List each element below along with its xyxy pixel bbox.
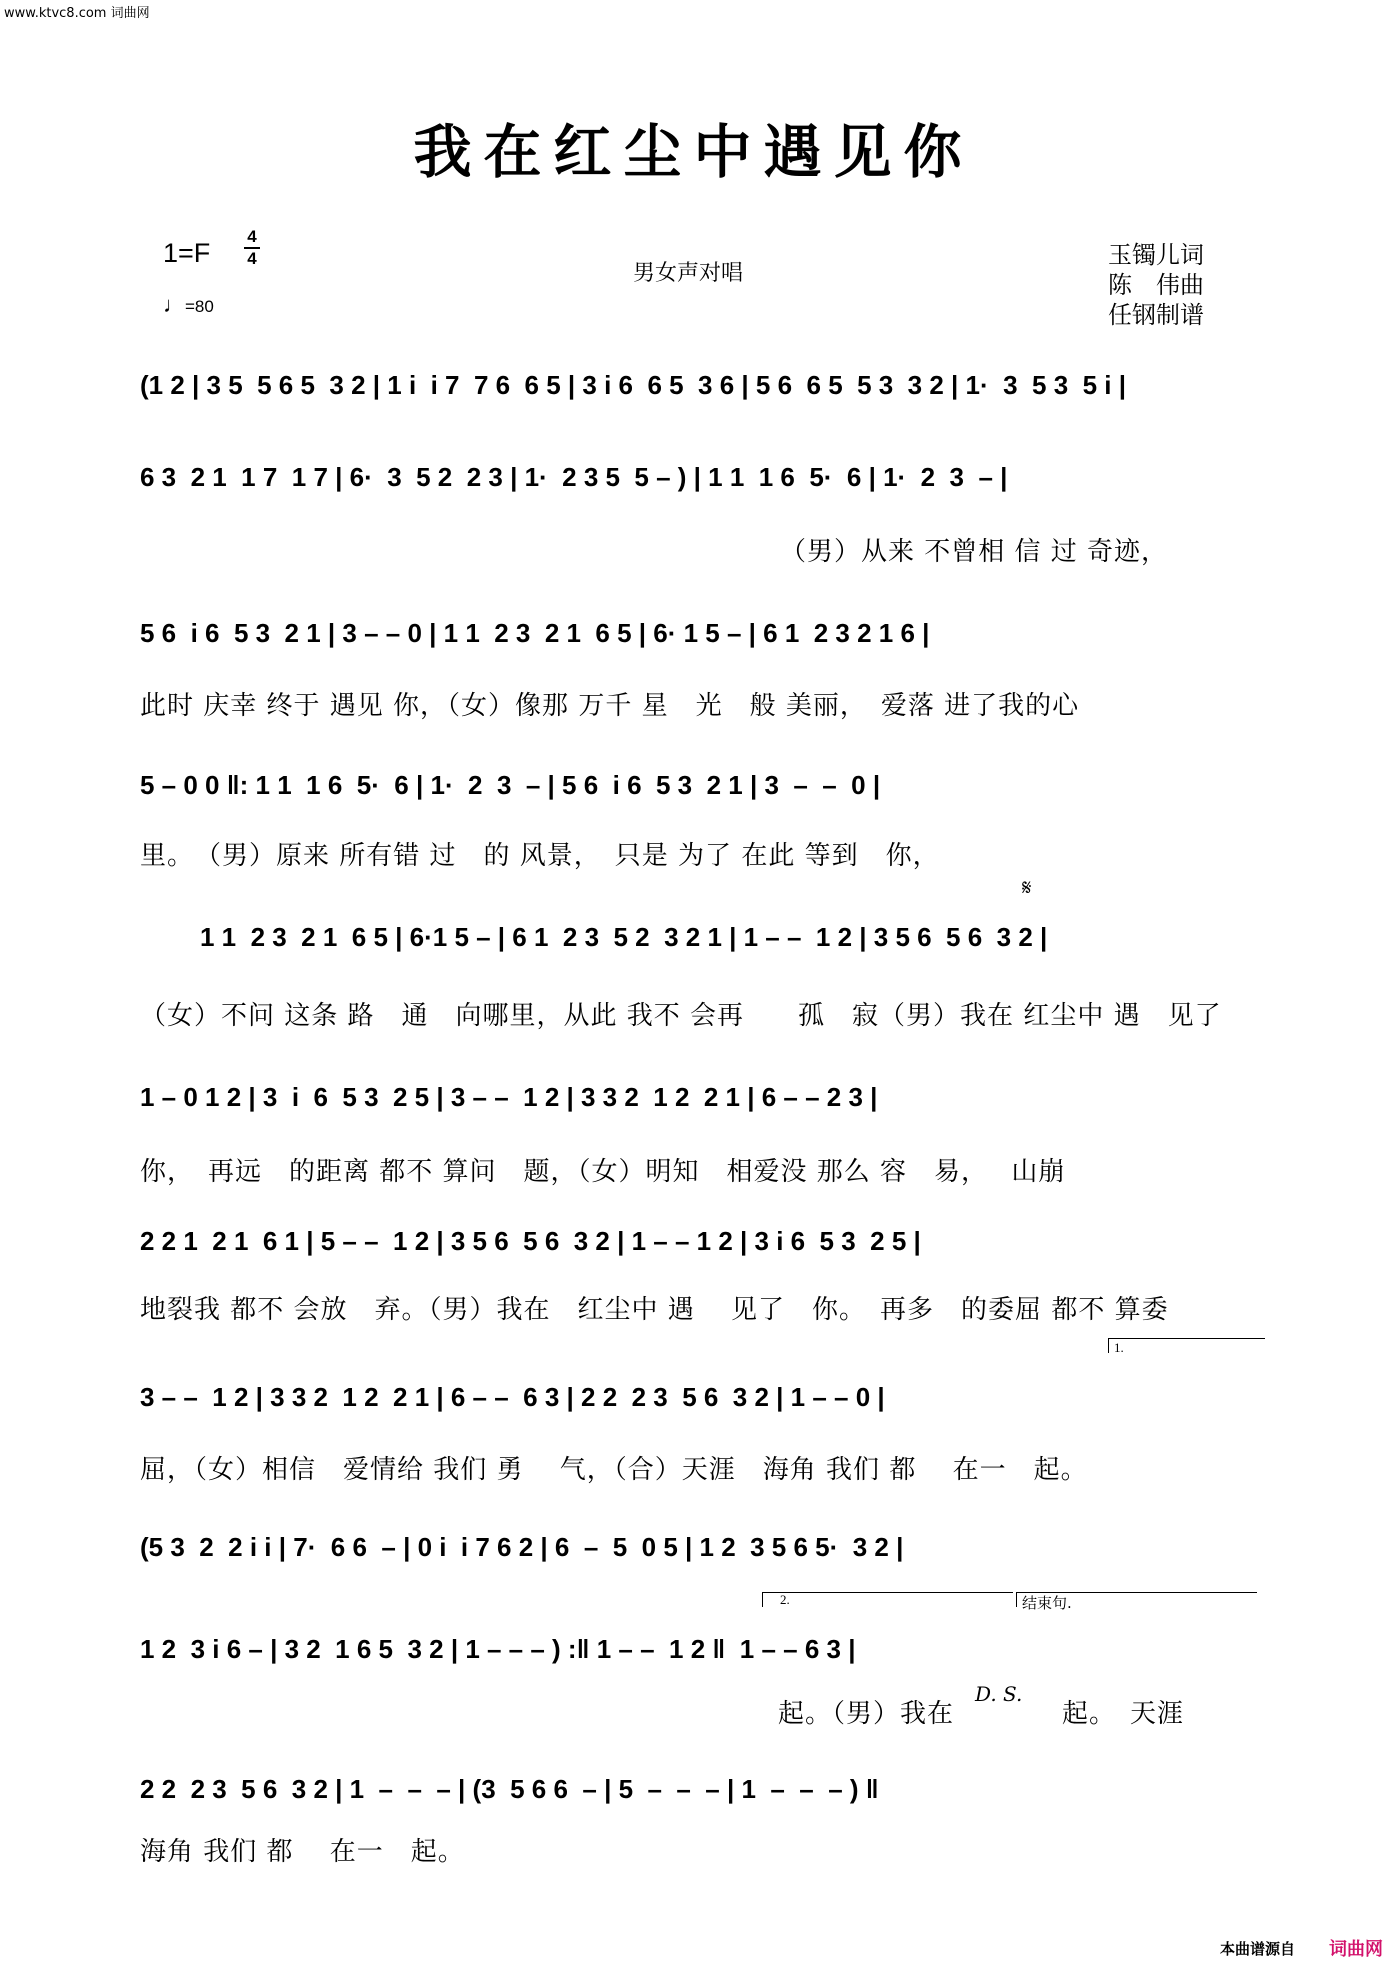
lyric-row-3: 里。 （男）原来 所有错 过 的 风景， 只是 为了 在此 等到 你， (140, 841, 940, 871)
music-row-2: 6 3 2 1 1 7 1 7 | 6· 3 5 2 2 3 | 1· 2 3 5 5 – ) | 1 1 1 6 5· 6 | 1· 2 3 – | (140, 462, 1008, 492)
music-row-11: 2 2 2 3 5 6 3 2 | 1 – – – | (3 5 6 6 – | 5 – – – | 1 – – – ) ‖ (140, 1774, 879, 1804)
lyric-row-5: 你， 再远 的距离 都不 算问 题，（女）明知 相爱没 那么 容 易， 山崩 (140, 1157, 1066, 1187)
music-row-3: 5 6 i 6 5 3 2 1 | 3 – – 0 | 1 1 2 3 2 1 6 5 | 6· 1 5 – | 6 1 2 3 2 1 6 | (140, 618, 930, 648)
music-row-8: 3 – – 1 2 | 3 3 2 1 2 2 1 | 6 – – 6 3 | 2 2 2 3 5 6 3 2 | 1 – – 0 | (140, 1382, 885, 1412)
music-row-7: 2 2 1 2 1 6 1 | 5 – – 1 2 | 3 5 6 5 6 3 2 | 1 – – 1 2 | 3 i 6 5 3 2 5 | (140, 1226, 921, 1256)
music-row-4: 5 – 0 0 ‖: 1 1 1 6 5· 6 | 1· 2 3 – | 5 6 i 6 5 3 2 1 | 3 – – 0 | (140, 770, 881, 800)
volta-2-label: 2. (780, 1592, 790, 1607)
song-title: 我在红尘中遇见你 (413, 118, 974, 186)
volta-1-label: 1. (1114, 1340, 1124, 1355)
lyric-row-8: 起。（男）我在 起。 天涯 (778, 1699, 1185, 1729)
music-row-10: 1 2 3 i 6 – | 3 2 1 6 5 3 2 | 1 – – – ) :‖ 1 – – 1 2 ‖ 1 – – 6 3 | (140, 1634, 856, 1664)
site-watermark: www.ktvc8.com 词曲网 (4, 6, 150, 21)
quarter-note-icon: ♩ (163, 292, 185, 317)
ds-marking: D. S. (975, 1682, 1023, 1706)
footer-source: 本曲谱源自 (1219, 1940, 1295, 1958)
ending-label: 结束句. (1022, 1594, 1072, 1612)
music-row-1: (1 2 | 3 5 5 6 5 3 2 | 1 i i 7 7 6 6 5 | 3 i 6 6 5 3 6 | 5 6 6 5 5 3 3 2 | 1· 3 5 3 5 i | (140, 370, 1127, 400)
tempo-marking (163, 292, 214, 318)
tempo-value: =80 (185, 297, 214, 316)
music-row-9: (5 3 2 2 i i | 7· 6 6 – | 0 i i 7 6 2 | 6 – 5 0 5 | 1 2 3 5 6 5· 3 2 | (140, 1532, 904, 1562)
key-signature: 1=F (163, 238, 211, 268)
segno-icon: 𝄋 (1022, 876, 1032, 901)
time-signature (244, 228, 260, 268)
composer-credit: 陈 伟曲 (1108, 271, 1204, 299)
lyric-row-4: （女）不问 这条 路 通 向哪里，从此 我不 会再 孤 寂（男）我在 红尘中 遇 见了 (140, 1001, 1222, 1031)
arranger-credit: 任钢制谱 (1108, 301, 1204, 329)
volta-1-bracket (1108, 1338, 1265, 1353)
music-row-6: 1 – 0 1 2 | 3 i 6 5 3 2 5 | 3 – – 1 2 | 3 3 2 1 2 2 1 | 6 – – 2 3 | (140, 1082, 878, 1112)
performance-note: 男女声对唱 (633, 261, 744, 286)
music-row-5: 1 1 2 3 2 1 6 5 | 6·1 5 – | 6 1 2 3 5 2 3 2 1 | 1 – – 1 2 | 3 5 6 5 6 3 2 | (200, 922, 1048, 952)
lyricist-credit: 玉镯儿词 (1108, 241, 1204, 269)
time-signature-bottom: 4 (247, 249, 257, 268)
lyric-row-1: （男）从来 不曾相 信 过 奇迹， (780, 537, 1169, 567)
footer-brand-logo: 词曲网 (1329, 1939, 1383, 1960)
volta-2-bracket (762, 1592, 1013, 1607)
time-signature-top: 4 (247, 227, 257, 246)
lyric-row-7: 屈，（女）相信 爱情给 我们 勇 气，（合）天涯 海角 我们 都 在一 起。 (140, 1455, 1088, 1485)
lyric-row-9: 海角 我们 都 在一 起。 (140, 1837, 465, 1867)
lyric-row-2: 此时 庆幸 终于 遇见 你，（女）像那 万千 星 光 般 美丽， 爱落 进了我的心 (140, 691, 1080, 721)
credits (1108, 240, 1204, 330)
lyric-row-6: 地裂我 都不 会放 弃。（男）我在 红尘中 遇 见了 你。 再多 的委屈 都不 算委 (140, 1295, 1169, 1325)
